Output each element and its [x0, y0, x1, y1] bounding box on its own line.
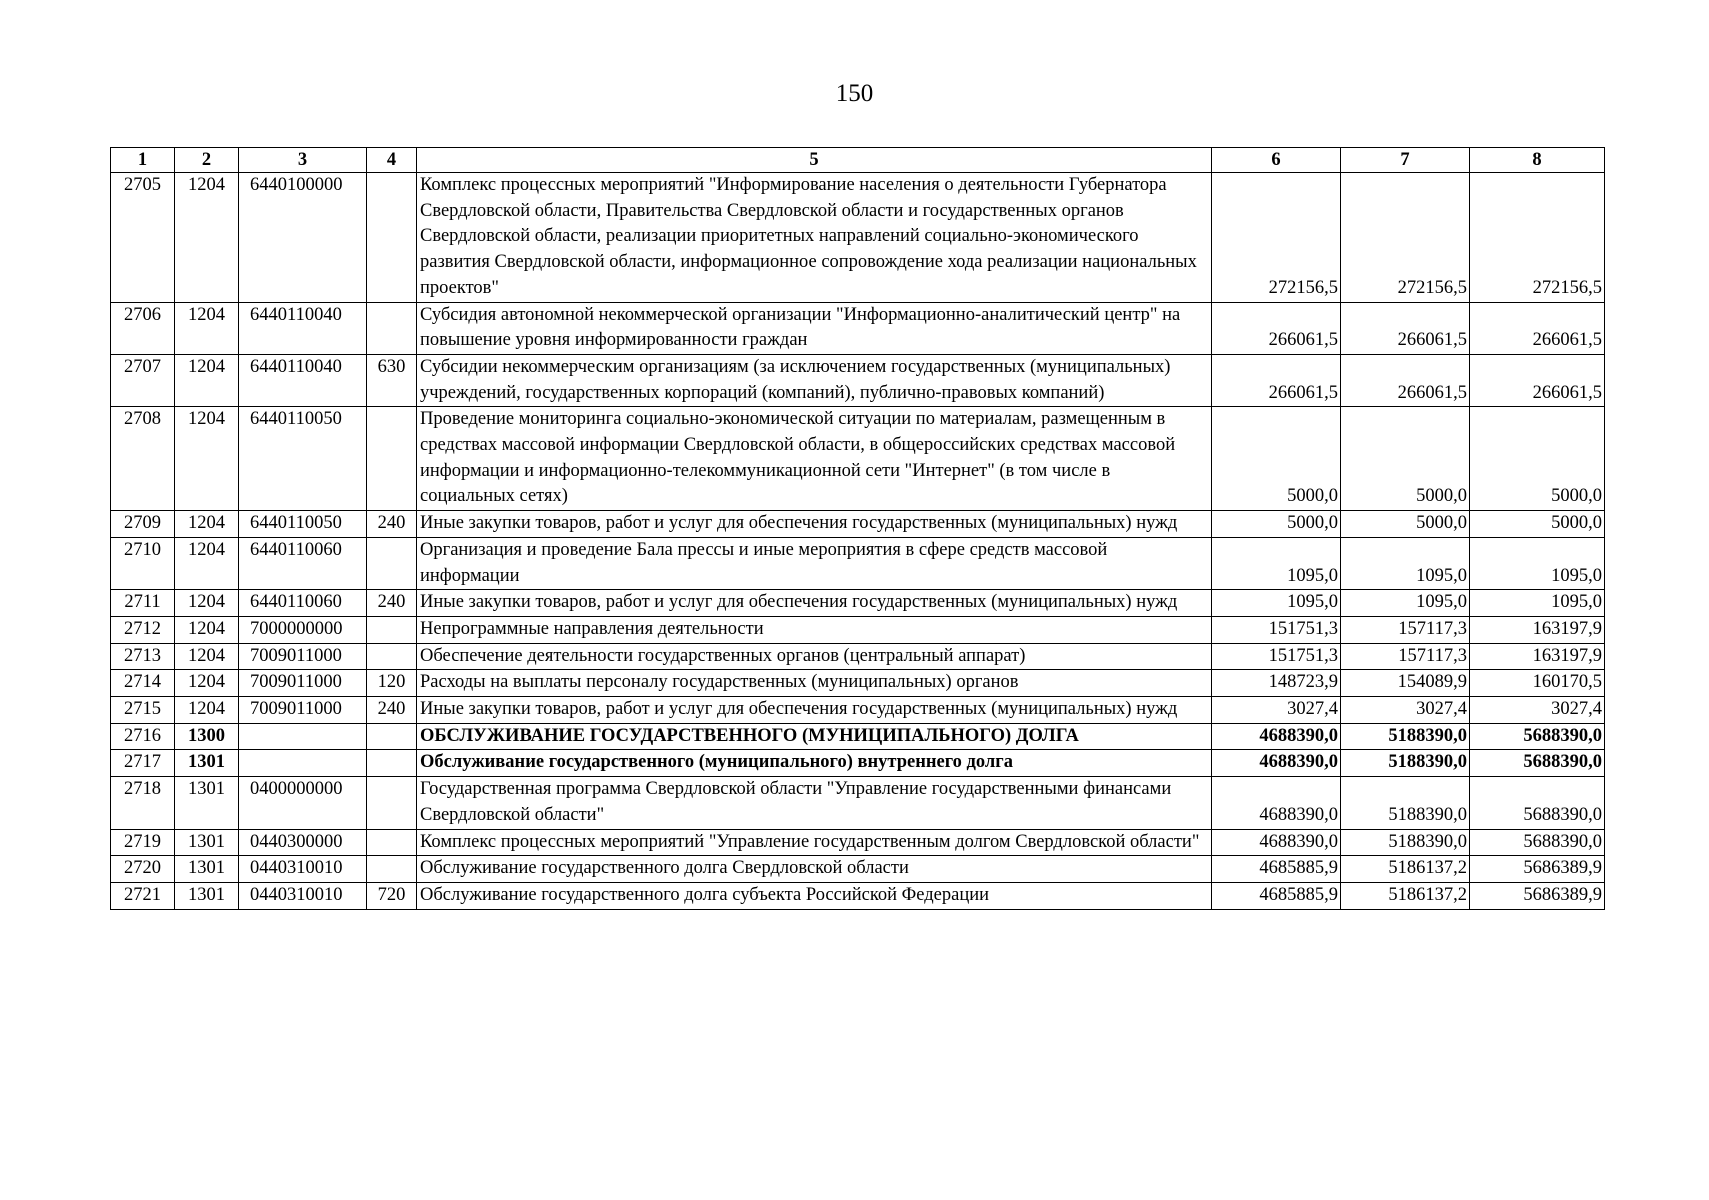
- description-cell: Обслуживание государственного долга Свердловской области: [417, 856, 1212, 883]
- budget-table: [110, 147, 1605, 910]
- target-article-code-cell: 6440110040: [239, 302, 367, 354]
- target-article-code-cell: 0400000000: [239, 777, 367, 829]
- row-number-cell: 2721: [111, 882, 175, 909]
- target-article-code-cell: 7009011000: [239, 643, 367, 670]
- section-code-cell: 1204: [175, 354, 239, 406]
- expense-type-code-cell: 240: [367, 697, 417, 724]
- column-header: 7: [1341, 148, 1470, 173]
- amount-col8-cell: 5000,0: [1470, 407, 1605, 511]
- expense-type-code-cell: [367, 777, 417, 829]
- section-code-cell: 1204: [175, 302, 239, 354]
- amount-col7-cell: 154089,9: [1341, 670, 1470, 697]
- column-header: 5: [417, 148, 1212, 173]
- amount-col7-cell: 5186137,2: [1341, 882, 1470, 909]
- target-article-code-cell: 6440100000: [239, 173, 367, 303]
- expense-type-code-cell: [367, 537, 417, 589]
- section-code-cell: 1301: [175, 882, 239, 909]
- table-row: [111, 511, 1605, 538]
- amount-col8-cell: 163197,9: [1470, 643, 1605, 670]
- expense-type-code-cell: 720: [367, 882, 417, 909]
- row-number-cell: 2718: [111, 777, 175, 829]
- amount-col6-cell: 4685885,9: [1212, 882, 1341, 909]
- amount-col7-cell: 1095,0: [1341, 590, 1470, 617]
- row-number-cell: 2714: [111, 670, 175, 697]
- column-header: 3: [239, 148, 367, 173]
- amount-col8-cell: 3027,4: [1470, 697, 1605, 724]
- description-cell: Иные закупки товаров, работ и услуг для обеспечения государственных (муниципальных) нужд: [417, 590, 1212, 617]
- amount-col8-cell: 5686389,9: [1470, 882, 1605, 909]
- amount-col6-cell: 4688390,0: [1212, 829, 1341, 856]
- expense-type-code-cell: [367, 302, 417, 354]
- amount-col6-cell: 5000,0: [1212, 511, 1341, 538]
- table-row: [111, 302, 1605, 354]
- target-article-code-cell: 0440310010: [239, 856, 367, 883]
- amount-col8-cell: 163197,9: [1470, 616, 1605, 643]
- amount-col8-cell: 5688390,0: [1470, 750, 1605, 777]
- table-row: [111, 856, 1605, 883]
- target-article-code-cell: 6440110060: [239, 537, 367, 589]
- description-cell: Субсидия автономной некоммерческой организации "Информационно-аналитический центр" на повышение уровня информированности граждан: [417, 302, 1212, 354]
- description-cell: Организация и проведение Бала прессы и иные мероприятия в сфере средств массовой информации: [417, 537, 1212, 589]
- amount-col8-cell: 5688390,0: [1470, 723, 1605, 750]
- table-row: [111, 670, 1605, 697]
- amount-col7-cell: 5188390,0: [1341, 750, 1470, 777]
- description-cell: Государственная программа Свердловской области "Управление государственными финансами Свердловской области": [417, 777, 1212, 829]
- target-article-code-cell: 6440110040: [239, 354, 367, 406]
- section-code-cell: 1204: [175, 670, 239, 697]
- table-body: [111, 173, 1605, 910]
- target-article-code-cell: 7009011000: [239, 697, 367, 724]
- target-article-code-cell: 6440110050: [239, 407, 367, 511]
- description-cell: Комплекс процессных мероприятий "Управление государственным долгом Свердловской области": [417, 829, 1212, 856]
- target-article-code-cell: 0440300000: [239, 829, 367, 856]
- page-number: 150: [835, 80, 874, 107]
- amount-col7-cell: 272156,5: [1341, 173, 1470, 303]
- row-number-cell: 2708: [111, 407, 175, 511]
- expense-type-code-cell: [367, 616, 417, 643]
- table-row: [111, 590, 1605, 617]
- row-number-cell: 2717: [111, 750, 175, 777]
- table-row: [111, 750, 1605, 777]
- row-number-cell: 2705: [111, 173, 175, 303]
- amount-col7-cell: 266061,5: [1341, 302, 1470, 354]
- amount-col7-cell: 5000,0: [1341, 511, 1470, 538]
- table-row: [111, 882, 1605, 909]
- expense-type-code-cell: [367, 723, 417, 750]
- row-number-cell: 2707: [111, 354, 175, 406]
- target-article-code-cell: 6440110060: [239, 590, 367, 617]
- section-code-cell: 1301: [175, 777, 239, 829]
- section-code-cell: 1204: [175, 643, 239, 670]
- table-row: [111, 777, 1605, 829]
- table-row: [111, 616, 1605, 643]
- target-article-code-cell: 7009011000: [239, 670, 367, 697]
- section-code-cell: 1204: [175, 537, 239, 589]
- section-code-cell: 1300: [175, 723, 239, 750]
- target-article-code-cell: 7000000000: [239, 616, 367, 643]
- amount-col6-cell: 151751,3: [1212, 616, 1341, 643]
- row-number-cell: 2716: [111, 723, 175, 750]
- amount-col6-cell: 4685885,9: [1212, 856, 1341, 883]
- description-cell: Непрограммные направления деятельности: [417, 616, 1212, 643]
- amount-col6-cell: 3027,4: [1212, 697, 1341, 724]
- amount-col6-cell: 1095,0: [1212, 590, 1341, 617]
- amount-col8-cell: 5000,0: [1470, 511, 1605, 538]
- section-code-cell: 1204: [175, 173, 239, 303]
- section-code-cell: 1204: [175, 590, 239, 617]
- description-cell: Проведение мониторинга социально-экономической ситуации по материалам, размещенным в средствах массовой информации Свердловской области, в общероссийских средствах массовой информации и информационно-телекоммуникационной сети "Интернет" (в том числе в социальных сетях): [417, 407, 1212, 511]
- description-cell: Иные закупки товаров, работ и услуг для обеспечения государственных (муниципальных) нужд: [417, 697, 1212, 724]
- expense-type-code-cell: 120: [367, 670, 417, 697]
- column-header: 8: [1470, 148, 1605, 173]
- amount-col7-cell: 5188390,0: [1341, 829, 1470, 856]
- amount-col8-cell: 1095,0: [1470, 537, 1605, 589]
- column-header: 4: [367, 148, 417, 173]
- row-number-cell: 2706: [111, 302, 175, 354]
- amount-col7-cell: 5000,0: [1341, 407, 1470, 511]
- expense-type-code-cell: [367, 750, 417, 777]
- header-row: [111, 148, 1605, 173]
- expense-type-code-cell: [367, 856, 417, 883]
- section-code-cell: 1301: [175, 750, 239, 777]
- target-article-code-cell: 0440310010: [239, 882, 367, 909]
- table-row: [111, 723, 1605, 750]
- section-code-cell: 1204: [175, 407, 239, 511]
- amount-col6-cell: 4688390,0: [1212, 750, 1341, 777]
- amount-col7-cell: 157117,3: [1341, 616, 1470, 643]
- row-number-cell: 2712: [111, 616, 175, 643]
- row-number-cell: 2715: [111, 697, 175, 724]
- amount-col8-cell: 266061,5: [1470, 302, 1605, 354]
- section-code-cell: 1204: [175, 616, 239, 643]
- section-code-cell: 1301: [175, 829, 239, 856]
- row-number-cell: 2713: [111, 643, 175, 670]
- column-header: 1: [111, 148, 175, 173]
- amount-col6-cell: 148723,9: [1212, 670, 1341, 697]
- row-number-cell: 2711: [111, 590, 175, 617]
- amount-col8-cell: 5688390,0: [1470, 829, 1605, 856]
- target-article-code-cell: [239, 723, 367, 750]
- section-code-cell: 1204: [175, 511, 239, 538]
- amount-col6-cell: 266061,5: [1212, 302, 1341, 354]
- expense-type-code-cell: 240: [367, 511, 417, 538]
- table-row: [111, 829, 1605, 856]
- column-header: 2: [175, 148, 239, 173]
- description-cell: Обслуживание государственного (муниципального) внутреннего долга: [417, 750, 1212, 777]
- table-row: [111, 354, 1605, 406]
- row-number-cell: 2719: [111, 829, 175, 856]
- amount-col8-cell: 1095,0: [1470, 590, 1605, 617]
- description-cell: Субсидии некоммерческим организациям (за исключением государственных (муниципальных) учреждений, государственных корпораций (компаний), публично-правовых компаний): [417, 354, 1212, 406]
- description-cell: Обслуживание государственного долга субъекта Российской Федерации: [417, 882, 1212, 909]
- description-cell: Иные закупки товаров, работ и услуг для обеспечения государственных (муниципальных) нужд: [417, 511, 1212, 538]
- expense-type-code-cell: 630: [367, 354, 417, 406]
- amount-col7-cell: 3027,4: [1341, 697, 1470, 724]
- expense-type-code-cell: [367, 407, 417, 511]
- row-number-cell: 2710: [111, 537, 175, 589]
- section-code-cell: 1204: [175, 697, 239, 724]
- amount-col7-cell: 5186137,2: [1341, 856, 1470, 883]
- amount-col7-cell: 266061,5: [1341, 354, 1470, 406]
- amount-col6-cell: 266061,5: [1212, 354, 1341, 406]
- section-code-cell: 1301: [175, 856, 239, 883]
- target-article-code-cell: 6440110050: [239, 511, 367, 538]
- amount-col6-cell: 272156,5: [1212, 173, 1341, 303]
- table-row: [111, 407, 1605, 511]
- amount-col7-cell: 1095,0: [1341, 537, 1470, 589]
- description-cell: Расходы на выплаты персоналу государственных (муниципальных) органов: [417, 670, 1212, 697]
- expense-type-code-cell: [367, 829, 417, 856]
- amount-col6-cell: 4688390,0: [1212, 777, 1341, 829]
- expense-type-code-cell: [367, 173, 417, 303]
- amount-col8-cell: 160170,5: [1470, 670, 1605, 697]
- description-cell: Обеспечение деятельности государственных органов (центральный аппарат): [417, 643, 1212, 670]
- amount-col8-cell: 266061,5: [1470, 354, 1605, 406]
- amount-col6-cell: 4688390,0: [1212, 723, 1341, 750]
- row-number-cell: 2709: [111, 511, 175, 538]
- amount-col6-cell: 151751,3: [1212, 643, 1341, 670]
- expense-type-code-cell: 240: [367, 590, 417, 617]
- target-article-code-cell: [239, 750, 367, 777]
- table-row: [111, 537, 1605, 589]
- table-row: [111, 697, 1605, 724]
- table-row: [111, 643, 1605, 670]
- row-number-cell: 2720: [111, 856, 175, 883]
- table-row: [111, 173, 1605, 303]
- column-header: 6: [1212, 148, 1341, 173]
- amount-col7-cell: 157117,3: [1341, 643, 1470, 670]
- amount-col8-cell: 5688390,0: [1470, 777, 1605, 829]
- amount-col8-cell: 5686389,9: [1470, 856, 1605, 883]
- amount-col8-cell: 272156,5: [1470, 173, 1605, 303]
- expense-type-code-cell: [367, 643, 417, 670]
- description-cell: Комплекс процессных мероприятий "Информирование населения о деятельности Губернатора Свердловской области, Правительства Свердловской области и государственных органов Свердловской области, реализации приоритетных направлений социально-экономического развития Свердловской области, информационное сопровождение хода реализации национальных проектов": [417, 173, 1212, 303]
- description-cell: ОБСЛУЖИВАНИЕ ГОСУДАРСТВЕННОГО (МУНИЦИПАЛЬНОГО) ДОЛГА: [417, 723, 1212, 750]
- amount-col6-cell: 1095,0: [1212, 537, 1341, 589]
- table-header: [111, 148, 1605, 173]
- amount-col6-cell: 5000,0: [1212, 407, 1341, 511]
- amount-col7-cell: 5188390,0: [1341, 723, 1470, 750]
- amount-col7-cell: 5188390,0: [1341, 777, 1470, 829]
